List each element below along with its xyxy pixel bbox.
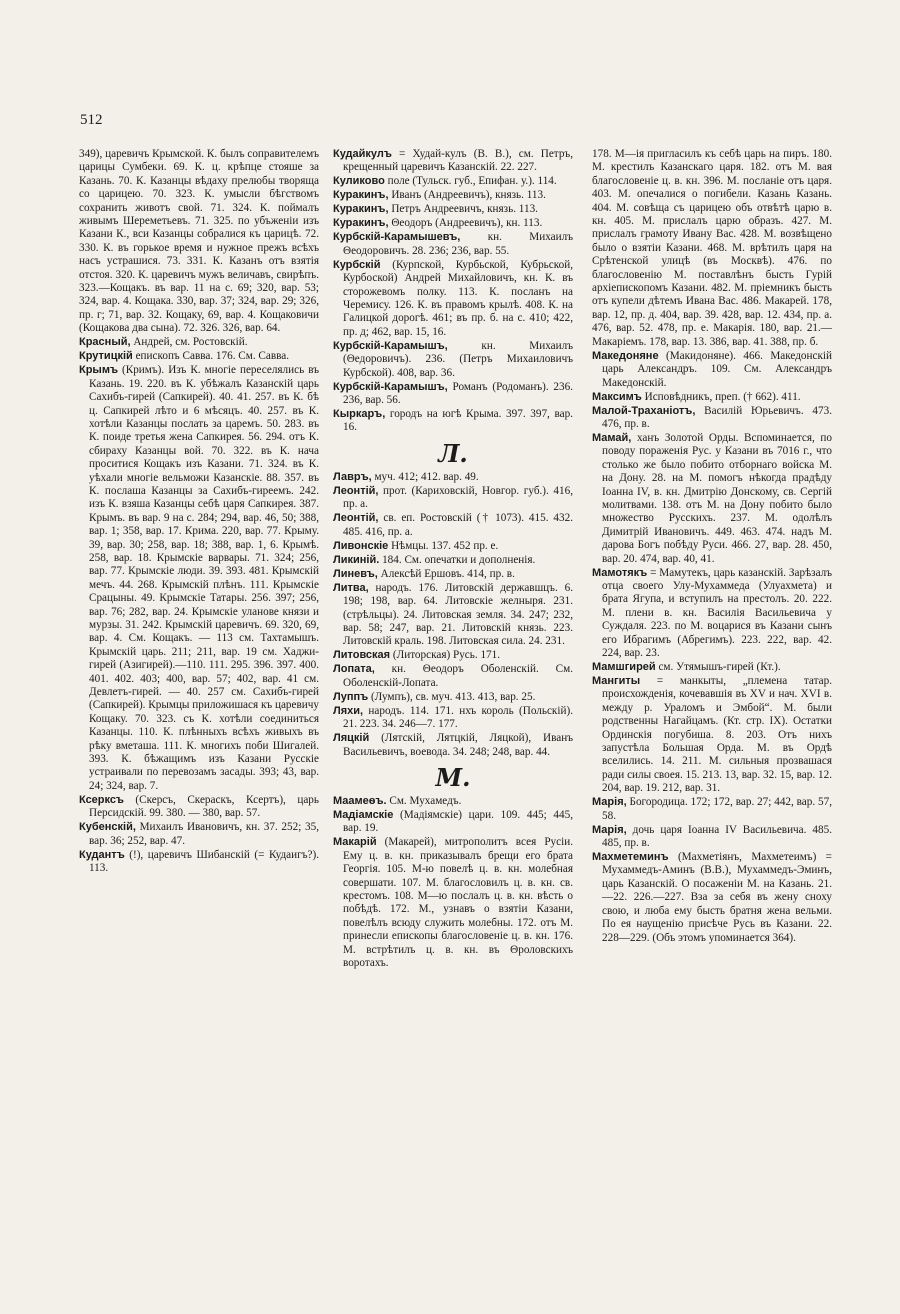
entry-headword: Куликово [333, 175, 385, 188]
entry-headword: Леонтій, [333, 512, 379, 525]
entry-headword: Курбскій [333, 258, 381, 271]
page-number: 512 [80, 112, 103, 128]
entry-text: ханъ Золотой Орды. Вспоминается, по поводу пораженія Рус. у Казани въ 7016 г., что столько же было побито отборнаго войска М. на Дону. 28. на М. помогъ нѣкогда прадѣду Іоанна IV, в. кн. Дмитрію Донскому, св. Сергій молитвами. 138. отъ М. на Дону побито было множество Русскихъ. 237. М. одолѣлъ Димитрій Ивановичъ. 449. 463. 474. надъ М. дарова Богъ побѣду Руси. 466. 27, вар. 28. 450, вар. 20. 474, вар. 40, 41. [602, 431, 832, 565]
entry-headword: Макарій [333, 836, 377, 849]
entry-text: поле (Тульск. губ., Епифан. у.). 114. [384, 175, 557, 188]
index-entry [333, 148, 573, 175]
entry-headword: Куракинъ, [333, 203, 389, 216]
index-entry [592, 567, 832, 661]
index-entry [592, 661, 832, 674]
index-entry [333, 189, 573, 202]
entry-headword: Мадіамскіе [333, 808, 394, 821]
index-entry [333, 795, 573, 808]
index-entry [333, 175, 573, 188]
entry-headword: Кубенскій, [79, 821, 136, 834]
entry-text: Михаилъ Ивановичъ, кн. 37. 252; 35, вар. 36; 252, вар. 47. [89, 821, 319, 847]
index-entry [333, 809, 573, 836]
entry-text: кн. Михаилъ (Θедоровичъ). 236. (Петръ Михаиловичъ Курбской). 408, вар. 36. [343, 339, 573, 379]
index-entry [592, 432, 832, 566]
entry-text: св. еп. Ростовскій († 1073). 415. 432. 485. 416, пр. а. [343, 512, 573, 538]
entry-text: см. Утямышъ-гирей (Кт.). [655, 661, 781, 673]
entry-text: Алексѣй Ершовъ. 414, пр. в. [377, 567, 515, 580]
entry-text: Романъ (Родоманъ). 236. 236, вар. 56. [343, 380, 573, 407]
entry-text: (Лятскій, Лятцкій, Ляцкой), Иванъ Васильевичъ, воевода. 34. 248; 248, вар. 44. [343, 732, 573, 758]
entry-text: (Махметіянъ, Махметеимъ) = Мухаммедъ-Аминъ (В.В.), Мухаммедъ-Эминъ, царь Казанскій. О посаженіи М. на Казань. 21.—22. 226.—227. Вза за себя въ жену сноху свою, и люба ему бысть братня жена вельми. По ея наущенію присѣче Русь въ Казани. 22. 228—229. (Объ этомъ упоминается 364). [602, 851, 832, 944]
index-entry [592, 675, 832, 796]
entry-headword: Лопата, [333, 663, 375, 676]
index-entry [333, 408, 573, 435]
entry-headword: Кудайкулъ [333, 148, 392, 160]
entry-text: (Скерсъ, Скераскъ, Ксертъ), царь Персидскій. 99. 380. — 380, вар. 57. [89, 793, 319, 820]
index-entry [333, 554, 573, 567]
entry-headword: Марія, [592, 823, 627, 836]
entry-headword: Марія, [592, 796, 627, 809]
entry-text: (Кримъ). Изъ К. многіе переселялись въ Казань. 19. 220. въ К. убѣжалъ Казанскій царь Сахибъ-гирей (Сапкирей). 40. 41. 257. въ К. бѣ ц. Сапкирей лѣто и 6 мѣсяцъ. 40. 257. въ К. хотѣли Казанцы послать за царемъ. 50. 283. въ К. поиде третья жена Сапкирея. 56. 294. отъ К. сбираху Казанцы вой. 70. 322. въ К. нача проситися Кощакъ изъ Казани. 71. 324. въ К. уѣхали многіе вельможи Казанскіе. 88. 357. въ К. послаша Казанцы за Сахибъ-гиреемъ. 242. изъ К. взяша Казанцы себѣ царя Сапкирея. 387. Крымъ. въ вар. 9 на с. 284; 294, вар. 46, 50; 388, вар. 1; 358, вар. 17. Крима. 220, вар. 77. Крыму. 39, вар. 30; 258, вар. 18; 388, вар. 1, 6. Крымѣ. 258, вар. 18. Крымскіе варвары. 71. 324; 256, вар. 77. Крымскіе люди. 39. 393. 481. Крымскій мечъ. 44. 268. Крымскій плѣнъ. 111. Крымскіе Срацыны. 49. Крымскіе Татары. 256. 397; 256, вар. 76; 282, вар. 24. Крымскіе уланове князи и мурзы. 31. 242. Крымскій царевичъ. 69. 320, 69, вар. 4. См. Кощакъ. — 113 см. Тахтамышъ. Крымскій царь. 211; 211, вар. 19 см. Хаджи-гирей (Азигирей).—110. 111. 295. 396. 397. 400. 401. 402. 403; 400, вар. 57; 402, вар. 41 см. Девлетъ-гирей. — 40. 257 см. Сахибъ-гирей (Сапкирей). Крымцы приложишася къ царевичу Кощаку. 70. 323. съ К. хотѣли соединиться Казанцы. 110. К. плѣнныхъ всѣхъ живыхъ въ рѣку вметаша. 111. К. многихъ поби Шигалей. 393. К. бѣжащимъ изъ Казани Русскіе устраивали по перевозамъ засады. 393; 43, вар. 24; 324, вар. 7. [89, 364, 319, 792]
entry-text: (Макидоняне). 466. Македонскій царь Александръ. 109. См. Александръ Македонскій. [602, 349, 832, 389]
entry-headword: Курбскій-Карамышевъ, [333, 231, 461, 244]
entry-headword: Ливонскіе [333, 539, 389, 552]
entry-text: = Мамутекъ, царь казанскій. Зарѣзалъ отца своего Улу-Мухаммеда (Улуахмета) и брата Ягупа, и вступилъ на престолъ. 20. 222. М. плени в. кн. Василія Васильевича у Суждаля. 223. по М. воцарися въ Казани сынъ его Ибрагимъ (Абрегимъ). 223. 222, вар. 42. 224, вар. 23. [602, 566, 832, 659]
index-entry [333, 259, 573, 339]
entry-headword: Красный, [79, 336, 131, 349]
entry-text: муч. 412; 412. вар. 49. [371, 470, 479, 483]
index-entry [333, 663, 573, 690]
entry-text: прот. (Кариховскій, Новгор. губ.). 416, пр. а. [343, 484, 573, 511]
entry-headword: Куракинъ, [333, 217, 389, 230]
section-letter: М. [435, 762, 471, 792]
entry-text: народъ. 176. Литовскій державшцъ. 6. 198; 198, вар. 64. Литовскіе желныря. 231. (стрѣльцы). 24. Литовская земля. 34. 247; 232, вар. 58; 247, вар. 21. Литовскій князь. 223. Литовскій краль. 198. Литовская сила. 24. 231. [343, 581, 573, 648]
entry-headword: Ляхи, [333, 704, 364, 717]
entry-headword: Курбскій-Карамышъ, [333, 380, 448, 393]
entry-text: 184. См. опечатки и дополненія. [379, 553, 536, 566]
entry-headword: Кыркаръ, [333, 408, 386, 421]
entry-headword: Маамеѳъ. [333, 794, 387, 807]
entry-text: (Литорская) Русь. 171. [390, 649, 501, 662]
entry-headword: Литовская [333, 649, 391, 662]
index-entry [333, 231, 573, 258]
entry-headword: Мамай, [592, 431, 632, 444]
index-entry [333, 836, 573, 970]
entry-text: (Лумпъ), св. муч. 413. 413, вар. 25. [368, 690, 536, 703]
index-entry [333, 732, 573, 759]
index-entry [333, 485, 573, 512]
entry-headword: Ксерксъ [79, 793, 124, 806]
entry-headword: Леонтій, [333, 484, 379, 497]
index-entry [79, 794, 319, 821]
entry-headword: Мамотякъ [592, 566, 648, 579]
index-entry [333, 568, 573, 581]
entry-text: городъ на югѣ Крыма. 397. 397, вар. 16. [343, 408, 573, 434]
index-entry [592, 824, 832, 851]
entry-text: Андрей, см. Ростовскій. [130, 336, 248, 349]
index-entry [333, 649, 573, 662]
index-entry [333, 340, 573, 380]
entry-text: 349), царевичъ Крымской. К. былъ соправителемъ царицы Сумбеки. 69. К. ц. крѣпце стояше за Казань. 70. К. Казанцы вѣдаху прелюбы творяща со царицею. 70. 323. К. умысли бѣгствомъ сохранить животъ свой. 71. 324. К. поймалъ живымъ Шереметьевъ. 71. 325. по убъженіи изъ Казани К., вси Казанцы собралися къ царицѣ. 72. 330. К. въ горькое время и нужное прежъ всѣхъ насъ устрашися. 73. 331. К. Казанъ отъ взятія отстоя. 320. К. царевичъ мужъ величавъ, свирѣпъ. 323.—Кощакъ. въ вар. 11 на с. 69; 320, вар. 53; 324, вар. 4. Кощака. 330, вар. 37; 324, вар. 29; 326, пр. г; 71, вар. 32. Кощаку, 69, вар. 4. Кощаковичи (Кощакова два сына). 72. 326. 326, вар. 64. [79, 148, 319, 335]
index-entry [333, 471, 573, 484]
index-entry-continuation [79, 148, 319, 336]
index-entry [592, 405, 832, 432]
entry-headword: Крутицкій [79, 350, 133, 363]
entry-text: Василій Юрьевичъ. 473. 476, пр. в. [602, 404, 832, 430]
index-column-2 [333, 148, 573, 1278]
index-entry [79, 821, 319, 848]
index-entry [592, 391, 832, 404]
index-column-1 [79, 148, 319, 1278]
entry-text: Богородица. 172; 172, вар. 27; 442, вар. 57, 58. [602, 796, 832, 822]
entry-headword: Махметеминъ [592, 851, 669, 864]
entry-text: Иванъ (Андреевичъ), князь. 113. [388, 189, 546, 202]
entry-text: кн. Θеодоръ Оболенскій. См. Оболенскій-Лопата. [343, 663, 573, 689]
entry-headword: Ляцкій [333, 732, 370, 745]
entry-headword: Кудантъ [79, 848, 125, 861]
index-entry [79, 350, 319, 363]
index-entry [333, 512, 573, 539]
entry-text: (!), царевичъ Шибанскій (= Кудаигъ?). 113. [89, 848, 319, 875]
index-entry-continuation [592, 148, 832, 349]
entry-text: (Макарей), митрополитъ всея Русіи. Ему ц. в. кн. приказывалъ брещи его брата Георгія. 105. М-ю повелѣ ц. в. кн. молебная совершати. 107. М. благословилъ ц. в. кн. св. крестомъ. 108. М—ю послалъ ц. в. кн. вѣсть о побѣдѣ. 172. М., узнавъ о взятіи Казани, повелѣлъ всюду служить молебны. 172. отъ М. принесли епископы благословеніе ц. в. кн. 176. М. встрѣтилъ ц. в. кн. въ Θроловскихъ воротахъ. [343, 836, 573, 969]
index-entry [333, 705, 573, 732]
entry-headword: Македоняне [592, 349, 659, 362]
entry-text: кн. Михаилъ Θеодоровичъ. 28. 236; 236, вар. 55. [343, 231, 573, 257]
entry-text: = Худай-кулъ (В. В.), см. Петръ, крещенный царевичъ Казанскій. 22. 227. [343, 148, 573, 174]
entry-text: Петръ Андреевичъ, князь. 113. [388, 203, 538, 216]
index-entry [333, 381, 573, 408]
index-column-3 [592, 148, 832, 1278]
index-entry [333, 203, 573, 216]
entry-text: народъ. 114. 171. нхъ король (Польскій). 21. 223. 34. 246—7. 177. [343, 704, 573, 731]
entry-headword: Литва, [333, 581, 369, 594]
section-letter: Л. [438, 438, 468, 468]
entry-headword: Крымъ [79, 364, 118, 377]
entry-text: епископъ Савва. 176. См. Савва. [132, 350, 290, 363]
entry-headword: Куракинъ, [333, 189, 389, 202]
entry-text: (Мадіямскіе) цари. 109. 445; 445, вар. 19. [343, 808, 573, 835]
index-entry [333, 217, 573, 230]
entry-headword: Луппъ [333, 690, 369, 703]
entry-text: (Курпской, Курбьской, Кубрьской, Курбоской) Андрей Михайловичъ, кн. К. въ сторожевомъ полку. 113. К. посланъ на Черемису. 126. К. въ правомъ крылѣ. 408. К. на Галицкой дорогѣ. 461; въ пр. б. на с. 410; 422, пр. д; 462, вар. 15, 16. [343, 258, 573, 338]
index-columns [76, 148, 846, 1278]
entry-text: Исповѣдникъ, преп. († 662). 411. [641, 390, 801, 403]
index-entry [592, 796, 832, 823]
index-entry [333, 540, 573, 553]
index-entry [592, 350, 832, 390]
entry-text: дочь царя Іоанна IV Васильевича. 485. 485, пр. в. [602, 823, 832, 850]
entry-headword: Мамшгирей [592, 661, 656, 673]
index-entry [79, 364, 319, 793]
entry-headword: Линевъ, [333, 567, 378, 580]
index-entry [592, 851, 832, 945]
entry-text: Θеодоръ (Андреевичъ), кн. 113. [388, 217, 543, 230]
entry-headword: Малой-Траханіотъ, [592, 404, 696, 417]
entry-headword: Ликиній. [333, 553, 380, 566]
entry-headword: Мангиты [592, 675, 641, 687]
entry-text: Нѣмцы. 137. 452 пр. е. [388, 539, 499, 552]
index-entry [333, 582, 573, 649]
entry-headword: Лавръ, [333, 470, 372, 483]
index-entry [79, 336, 319, 349]
entry-text: 178. М—ія пригласилъ къ себѣ царь на пиръ. 180. М. крестилъ Казанскаго царя. 182. отъ М. вая благословеніе ц. в. кн. 396. М. посланіе отъ царя. 403. М. опечалися о погибели. Казань Казань. 404. М. совѣща съ царицею объ отвѣтѣ царю в. кн. 405. М. прислалъ царю образъ. 427. М. прислалъ грамоту Ивану Вас. 428. М. возвѣщено было о взятіи Казани. 468. М. врѣтилъ царя на Срѣтенской улицѣ (въ Москвѣ). 476. по благословенію М. поставлѣнъ бысть Гурій архіепископомъ Казани. 482. М. пріемникъ бысть отъ купели дѣтемъ Ивана Вас. 486. Макарей. 178, вар. 12, пр. д. 404, вар. 39. 428, вар. 12. 434, пр. а. 476, вар. 52. 478, пр. е. Макарія. 180, вар. 21.—Макаріемъ. 178, вар. 13. 386, вар. 41. 388, пр. б. [592, 148, 832, 348]
entry-headword: Курбскій-Карамышъ, [333, 339, 448, 352]
index-entry [79, 849, 319, 876]
entry-text: = манкыты, „племена татар. происхожденія, кочевавшія въ XV и нач. XVI в. между р. Ураломъ и Эмбой“. М. были родственны Нагайцамъ. (Кт. стр. IX). Остатки Ординскія погубиша. 8. 203. Отъ нихъ запустѣла Большая Орда. М. въ Ордѣ вселились. 14. 211. М. сильныя прозвашася ради силы своея. 15. 213. 13, вар. 32. 15, вар. 12. 204, вар. 19. 212, вар. 31. [602, 675, 832, 795]
entry-headword: Максимъ [592, 390, 642, 403]
index-entry [333, 691, 573, 704]
entry-text: См. Мухамедъ. [386, 794, 462, 807]
